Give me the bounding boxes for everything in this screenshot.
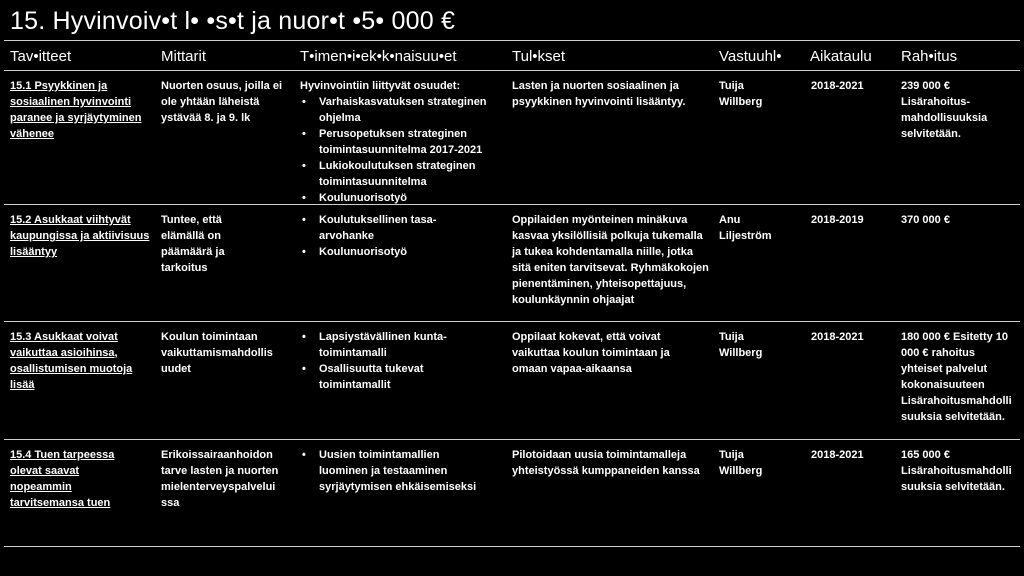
- row1-goal-link[interactable]: 15.1 Psyykkinen ja sosiaalinen hyvinvointi paranee ja syrjäytyminen vähenee: [10, 80, 142, 140]
- row1-result: Lasten ja nuorten sosiaalinen ja psyykkinen hyvinvointi lisääntyy.: [512, 80, 686, 108]
- row2-schedule: 2018-2019: [811, 214, 864, 226]
- row1-measures-intro: Hyvinvointiin liittyvät osuudet:: [300, 80, 461, 92]
- row4-result: Pilotoidaan uusia toimintamalleja yhteistyössä kumppaneiden kanssa: [512, 449, 700, 477]
- row4-funding: 165 000 € Lisärahoitusmahdolli suuksia selvitetään.: [901, 449, 1012, 493]
- row1-metric: Nuorten osuus, joilla ei ole yhtään läheistä ystävää 8. ja 9. lk: [161, 80, 283, 124]
- column-header-results: Tul•kset: [512, 48, 566, 65]
- row1-measure-item: • Lukiokoulutuksen strateginen toimintasuunnitelma: [300, 158, 505, 190]
- row3-measures: [300, 329, 470, 393]
- divider: [4, 204, 1020, 205]
- row2-result: Oppilaiden myönteinen minäkuva kasvaa yksilöllisiä polkuja tukemalla ja tukea kohdentamalla niille, jotka sitä eniten tarvitsevat. Ryhmäkokojen pienentäminen, yhteisopettajuus, koulunkäynnin ohjaajat: [512, 214, 709, 306]
- row2-measure-item: • Koulunuorisotyö: [300, 244, 470, 260]
- row4-responsible: Tuija Willberg: [719, 449, 763, 477]
- row3-measure-item: • Lapsiystävällinen kunta-toimintamalli: [300, 329, 470, 361]
- row1-funding: 239 000 € Lisärahoitus-mahdollisuuksia selvitetään.: [901, 80, 988, 140]
- divider: [4, 546, 1020, 547]
- column-header-schedule: Aikataulu: [810, 48, 872, 65]
- row3-result: Oppilaat kokevat, että voivat vaikuttaa koulun toimintaan ja omaan vapaa-aikaansa: [512, 331, 670, 375]
- row2-measure-item: • Koulutuksellinen tasa-arvohanke: [300, 212, 470, 244]
- row3-funding: 180 000 € Esitetty 10 000 € rahoitus yhteiset palvelut kokonaisuuteen Lisärahoitusmahdolli suuksia selvitetään.: [901, 331, 1012, 423]
- row2-measures: [300, 212, 470, 260]
- row2-metric: Tuntee, että elämällä on päämäärä ja tarkoitus: [161, 214, 225, 274]
- divider: [4, 40, 1020, 41]
- divider: [4, 439, 1020, 440]
- row1-measure-item: • Varhaiskasvatuksen strateginen ohjelma: [300, 94, 505, 126]
- row1-measure-item: • Koulunuorisotyö: [300, 190, 505, 206]
- row4-measure-item: • Uusien toimintamallien luominen ja testaaminen syrjäytymisen ehkäisemiseksi: [300, 447, 485, 495]
- row1-measures: [300, 78, 505, 206]
- row1-schedule: 2018-2021: [811, 80, 864, 92]
- row1-measure-item: • Perusopetuksen strateginen toimintasuunnitelma 2017-2021: [300, 126, 505, 158]
- column-header-metrics: Mittarit: [161, 48, 206, 65]
- row3-schedule: 2018-2021: [811, 331, 864, 343]
- row4-goal-link[interactable]: 15.4 Tuen tarpeessa olevat saavat nopeammin tarvitsemansa tuen: [10, 449, 115, 509]
- column-header-responsible: Vastuuhl•: [719, 48, 782, 65]
- row3-metric: Koulun toimintaan vaikuttamismahdollis uudet: [161, 331, 273, 375]
- divider: [4, 70, 1020, 71]
- row4-measures: [300, 447, 485, 495]
- row4-schedule: 2018-2021: [811, 449, 864, 461]
- divider: [4, 321, 1020, 322]
- column-header-measures: T•imen•i•ek•k•naisuu•et: [300, 48, 457, 65]
- row3-goal-link[interactable]: 15.3 Asukkaat voivat vaikuttaa asioihinsa, osallistumisen muotoja lisää: [10, 331, 133, 391]
- row2-responsible: Anu Liljeström: [719, 214, 772, 242]
- row3-measure-item: • Osallisuutta tukevat toimintamallit: [300, 361, 470, 393]
- row2-funding: 370 000 €: [901, 214, 950, 226]
- column-header-goals: Tav•itteet: [10, 48, 72, 65]
- column-header-funding: Rah•itus: [901, 48, 958, 65]
- page-title: 15. Hyvinvoiv•t l• •s•t ja nuor•t •5• 000 €: [10, 7, 456, 35]
- row2-goal-link[interactable]: 15.2 Asukkaat viihtyvät kaupungissa ja aktiivisuus lisääntyy: [10, 214, 150, 258]
- row1-responsible: Tuija Willberg: [719, 80, 763, 108]
- row3-responsible: Tuija Willberg: [719, 331, 763, 359]
- row4-metric: Erikoissairaanhoidon tarve lasten ja nuorten mielenterveyspalvelui ssa: [161, 449, 279, 509]
